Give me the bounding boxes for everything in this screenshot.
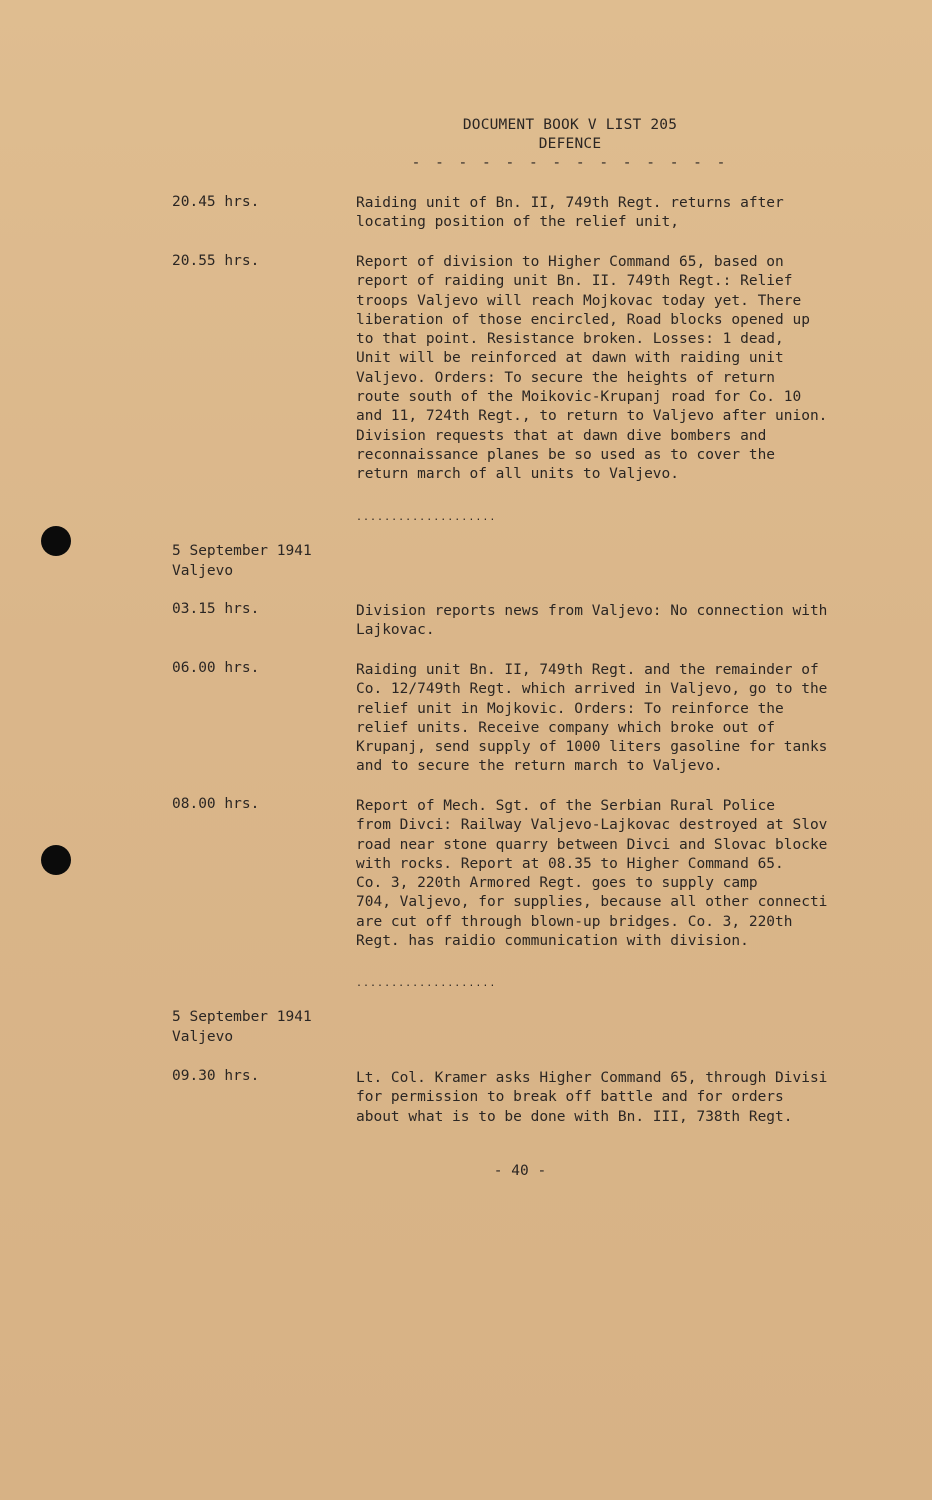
entry-text: Raiding unit of Bn. II, 749th Regt. returns after locating position of the relief unit,: [356, 195, 784, 231]
entry-text: Report of division to Higher Command 65, based on report of raiding unit Bn. II. 749th Regt.: Relief troops Valjevo will reach Mojkovac today yet. There liberation of those encircled, Road blocks opened up to that point. Resistance broken. Losses: 1 dead, Unit will be reinforced at dawn with raiding unit Valjevo. Orders: To secure the heights of return route south of the Moikovic-Krupanj road for Co. 10 and 11, 724th Regt., to return to Valjevo after union. Division requests that at dawn dive bombers and reconnaissance planes be so used as to cover the return march of all units to Valjevo.: [356, 254, 828, 483]
place-line: Valjevo: [172, 563, 234, 579]
section-separator: ....................: [356, 512, 497, 523]
place-line: Valjevo: [172, 1029, 234, 1045]
entry-time: 03.15 hrs.: [172, 601, 260, 617]
entry-time: 06.00 hrs.: [172, 660, 260, 676]
document-subtitle: DEFENCE: [538, 136, 602, 152]
date-line: 5 September 1941: [172, 1009, 312, 1025]
entry-text: Raiding unit Bn. II, 749th Regt. and the remainder of Co. 12/749th Regt. which arrived in Valjevo, go to the relief unit in Mojkovic. Orders: To reinforce the relief units. Receive company which broke out of Krupanj, send supply of 1000 liters gasoline for tanks and to secure the return march to Valjevo.: [356, 662, 828, 775]
date-block: [172, 541, 312, 581]
punch-hole: [41, 526, 71, 556]
page-number: - 40 -: [493, 1163, 547, 1179]
entry-time: 09.30 hrs.: [172, 1068, 260, 1084]
document-title: DOCUMENT BOOK V LIST 205: [462, 117, 678, 133]
entry-time: 20.55 hrs.: [172, 253, 260, 269]
section-separator: ....................: [356, 978, 497, 989]
entry-text: Division reports news from Valjevo: No connection with Lajkovac.: [356, 603, 828, 639]
date-block: [172, 1007, 312, 1047]
punch-hole: [41, 845, 71, 875]
date-line: 5 September 1941: [172, 543, 312, 559]
entry-time: 08.00 hrs.: [172, 796, 260, 812]
document-header: [0, 116, 932, 173]
entry-text: Report of Mech. Sgt. of the Serbian Rural Police from Divci: Railway Valjevo-Lajkovac destroyed at Slov road near stone quarry between Divci and Slovac blocke with rocks. Report at 08.35 to Higher Command 65. Co. 3, 220th Armored Regt. goes to supply camp 704, Valjevo, for supplies, because all other connecti are cut off through blown-up bridges. Co. 3, 220th Regt. has raidio communication with division.: [356, 798, 828, 950]
entry-text: Lt. Col. Kramer asks Higher Command 65, through Divisi for permission to break off battle and for orders about what is to be done with Bn. III, 738th Regt.: [356, 1070, 828, 1125]
header-rule: - - - - - - - - - - - - - -: [411, 155, 729, 171]
entry-time: 20.45 hrs.: [172, 194, 260, 210]
